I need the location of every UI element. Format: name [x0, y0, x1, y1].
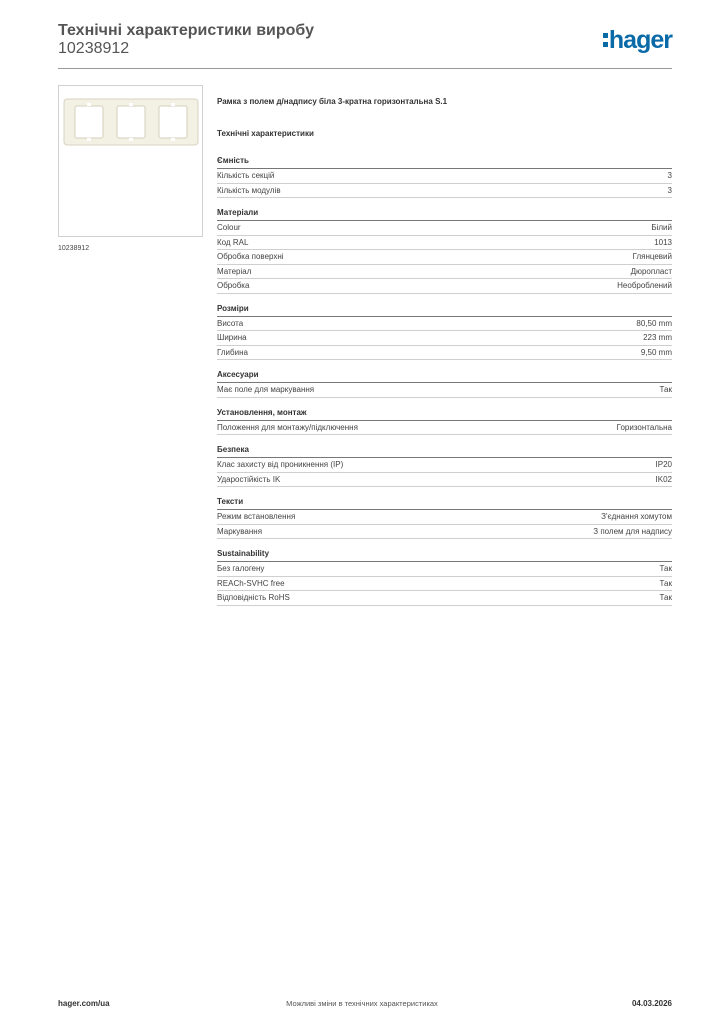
spec-value: Так: [659, 593, 672, 602]
spec-label: Глибина: [217, 347, 248, 357]
spec-row: [217, 591, 672, 606]
spec-label: Маркування: [217, 526, 263, 536]
spec-value: IP20: [655, 460, 672, 469]
spec-label: Ширина: [217, 333, 247, 342]
spec-value: IK02: [655, 474, 672, 484]
page-title: Технічні характеристики виробу: [58, 22, 314, 39]
section-title: Установлення, монтаж: [217, 407, 672, 421]
spec-section: [217, 155, 672, 198]
spec-value: Білий: [651, 223, 672, 232]
spec-value: З полем для надпису: [593, 526, 672, 536]
spec-label: Обробка: [217, 281, 250, 290]
spec-row: [217, 510, 672, 525]
spec-row: [217, 577, 672, 592]
spec-row: [217, 331, 672, 346]
product-code: 10238912: [58, 40, 130, 57]
logo-dots-icon: [603, 33, 608, 47]
spec-value: Глянцевий: [632, 252, 672, 261]
spec-value: 3: [667, 171, 672, 180]
spec-row: [217, 458, 672, 473]
section-title: Розміри: [217, 303, 672, 317]
spec-label: Висота: [217, 318, 244, 328]
spec-section: [217, 207, 672, 294]
characteristics-title: Технічні характеристики: [217, 129, 314, 138]
product-image: [58, 85, 203, 237]
hager-logo[interactable]: [603, 26, 672, 54]
image-caption: 10238912: [58, 245, 90, 252]
spec-row: [217, 265, 672, 280]
section-title: Sustainability: [217, 548, 672, 562]
spec-row: [217, 279, 672, 294]
spec-row: [217, 473, 672, 488]
logo-text: hager: [608, 26, 672, 54]
spec-row: [217, 525, 672, 540]
spec-value: Дюропласт: [630, 266, 672, 276]
spec-label: Без галогену: [217, 564, 265, 573]
spec-row: [217, 562, 672, 577]
section-title: Аксесуари: [217, 369, 672, 383]
spec-content: [217, 96, 672, 615]
spec-section: [217, 444, 672, 487]
spec-value: З'єднання хомутом: [601, 512, 672, 521]
section-title: Тексти: [217, 496, 672, 510]
spec-value: 223 mm: [643, 333, 672, 342]
footer-note: Можливі зміни в технічних характеристиках: [286, 999, 438, 1008]
spec-row: [217, 383, 672, 398]
spec-value: Так: [659, 578, 672, 588]
spec-row: [217, 346, 672, 361]
spec-value: 9,50 mm: [640, 347, 672, 357]
footer-website[interactable]: hager.com/ua: [58, 999, 110, 1008]
spec-sections: [217, 155, 672, 606]
spec-label: Код RAL: [217, 237, 249, 247]
spec-row: [217, 250, 672, 265]
spec-row: [217, 236, 672, 251]
spec-value: 80,50 mm: [636, 318, 672, 328]
spec-label: Відповідність RoHS: [217, 593, 290, 602]
spec-label: Режим встановлення: [217, 512, 296, 521]
spec-label: Матеріал: [217, 266, 252, 276]
spec-row: [217, 317, 672, 332]
spec-value: Так: [659, 564, 672, 573]
product-name: Рамка з полем д/надпису біла 3-кратна горизонтальна S.1: [217, 97, 448, 106]
spec-label: REACh-SVHC free: [217, 578, 285, 588]
spec-row: [217, 421, 672, 436]
spec-label: Кількість модулів: [217, 185, 281, 195]
spec-label: Colour: [217, 223, 241, 232]
spec-section: [217, 496, 672, 539]
spec-label: Положення для монтажу/підключення: [217, 422, 358, 432]
section-title: Безпека: [217, 444, 672, 458]
spec-value: Так: [659, 385, 672, 394]
section-title: Матеріали: [217, 207, 672, 221]
spec-label: Має поле для маркування: [217, 385, 315, 394]
spec-label: Клас захисту від проникнення (IP): [217, 460, 344, 469]
spec-value: 1013: [654, 237, 672, 247]
spec-label: Кількість секцій: [217, 171, 275, 180]
spec-section: [217, 369, 672, 398]
spec-row: [217, 221, 672, 236]
spec-section: [217, 407, 672, 436]
spec-section: [217, 303, 672, 361]
spec-value: Необроблений: [617, 281, 672, 290]
spec-row: [217, 184, 672, 199]
spec-value: 3: [667, 185, 672, 195]
footer-date: 04.03.2026: [631, 999, 672, 1008]
section-title: Ємність: [217, 155, 672, 169]
header-divider: [58, 68, 672, 69]
frame-3gang-icon: [63, 98, 199, 146]
spec-section: [217, 548, 672, 606]
spec-row: [217, 169, 672, 184]
spec-value: Горизонтальна: [616, 422, 672, 432]
spec-label: Обробка поверхні: [217, 252, 284, 261]
spec-label: Ударостійкість IK: [217, 474, 281, 484]
